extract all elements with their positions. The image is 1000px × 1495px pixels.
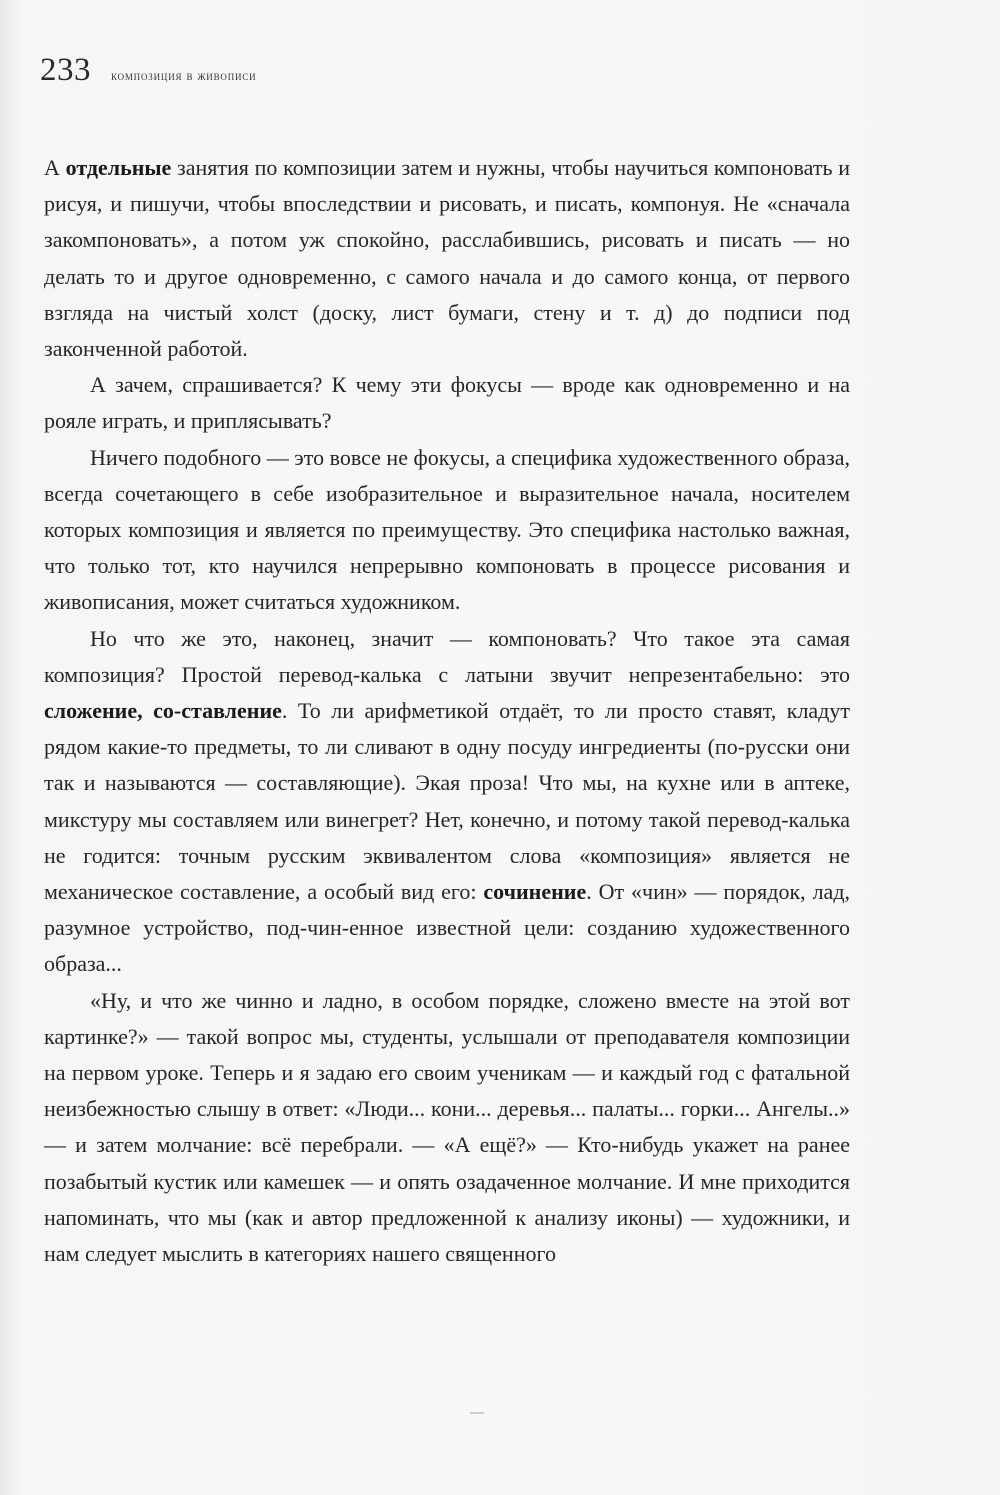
paragraph-5: «Ну, и что же чинно и ладно, в особом порядке, сложено вместе на этой вот картинке?» — такой вопрос мы, студенты, услышали от преподавателя композиции на первом уроке. Теперь и я задаю его своим ученикам — и каждый год с фатальной неизбежностью слышу в ответ: «Люди... кони... деревья... палаты... горки... Ангелы..» — и затем молчание: всё перебрали. — «А ещё?» — Кто-нибудь укажет на ранее позабытый кустик или камешек — и опять озадаченное молчание. И мне приходится напоминать, что мы (как и автор предложенной к анализу иконы) — художники, и нам следует мыслить в категориях нашего священного (44, 987, 850, 1267)
page-mark (470, 1412, 484, 1414)
paragraph-2: А зачем, спрашивается? К чему эти фокусы — вроде как одновременно и на рояле играть, и приплясывать? (44, 372, 850, 434)
bold-term: сложение, со-ставление (44, 698, 282, 724)
section-title: композиция в живописи (111, 68, 257, 83)
text-run: занятия по композиции затем и нужны, чтобы научиться компоновать и рисуя, и пишучи, чтобы впоследствии и рисовать, и писать, компонуя. Не «сначала закомпоновать», а потом уж спокойно, расслабившись, рисовать и писать — но делать то и другое одновременно, с самого начала и до самого конца, от первого взгляда на чистый холст (доску, лист бумаги, стену и т. д) до подписи под законченной работой. (44, 155, 850, 362)
text-run: А (44, 155, 66, 180)
paragraph-1 (44, 150, 850, 367)
bold-term: сочинение (483, 879, 587, 905)
text-run: . То ли арифметикой отдаёт, то ли просто ставят, кладут рядом какие-то предметы, то ли сливают в одну посуду ингредиенты (по-русски они так и называются — составляющие). Экая проза! Что мы, на кухне или в аптеке, микстуру мы составляем или винегрет? Нет, конечно, и потому такой перевод-калька не годится: точным русским эквивалентом слова «композиция» является не механическое составление, а особый вид его: (44, 698, 850, 905)
page-number: 233 (40, 52, 91, 88)
body-text (44, 150, 850, 1272)
text-run: . От «чин» — порядок, лад, разумное устройство, под-чин-енное известной цели: созданию художественного образа... (44, 879, 851, 977)
paragraph-3: Ничего подобного — это вовсе не фокусы, а специфика художественного образа, всегда сочетающего в себе изобразительное и выразительное начала, носителем которых композиция и является по преимуществу. Это специфика настолько важная, что только тот, кто научился непрерывно компоновать в процессе рисования и живописания, может считаться художником. (44, 444, 850, 615)
paragraph-4 (44, 621, 850, 983)
bold-term: отдельные (65, 155, 172, 180)
text-run: Но что же это, наконец, значит — компоновать? Что такое эта самая композиция? Простой перевод-калька с латыни звучит непрезентабельно: это (44, 625, 850, 687)
running-head (40, 54, 256, 87)
